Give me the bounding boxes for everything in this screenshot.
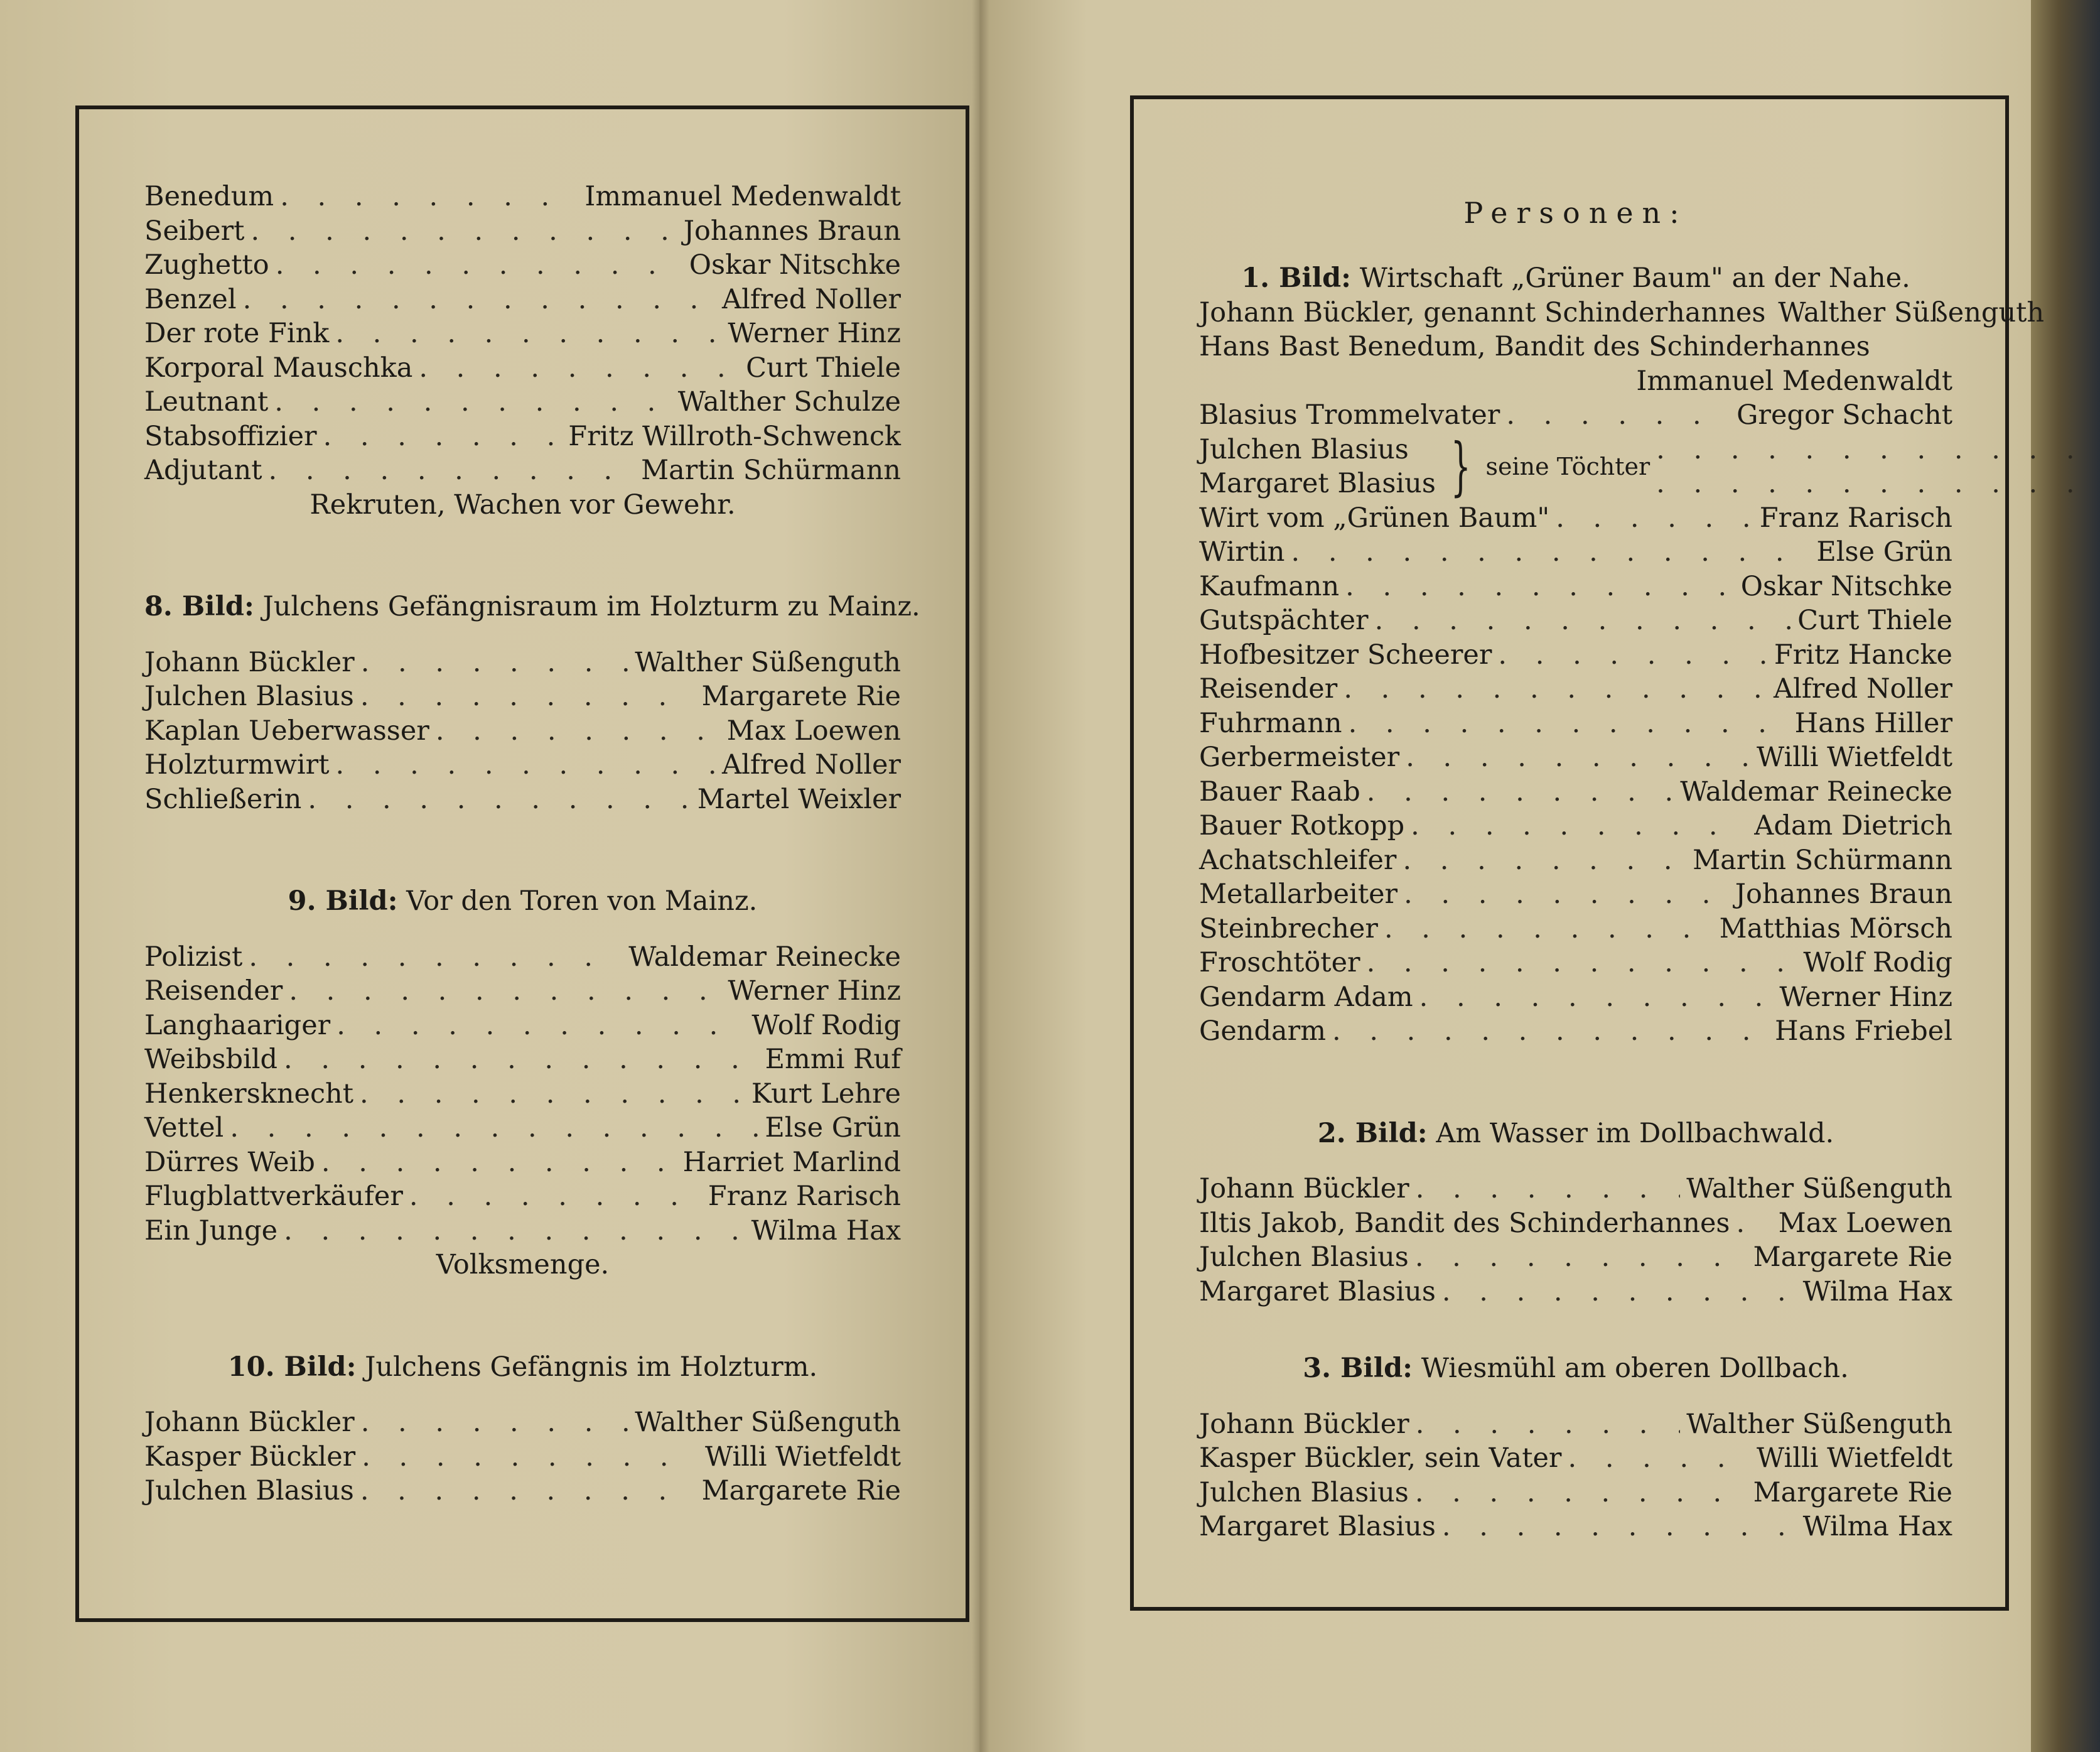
dot-leader — [361, 646, 629, 680]
role-name: Blasius Trommelvater — [1199, 399, 1500, 431]
cast-row — [1199, 1206, 1952, 1241]
scene8-cast — [144, 646, 901, 817]
actor-name: Margarete Rie — [701, 681, 901, 712]
cast-row — [144, 1474, 901, 1508]
actor-name: Hans Friebel — [1775, 1015, 1952, 1047]
actor-name: Walther Süßenguth — [635, 646, 901, 678]
dot-leader — [280, 180, 578, 214]
group-note: seine Töchter — [1485, 452, 1650, 480]
role-name: Der rote Fink — [144, 318, 330, 349]
cast-row — [144, 351, 901, 386]
role-name: Julchen Blasius — [144, 1475, 354, 1506]
scene10-heading — [144, 1350, 901, 1385]
scene3-number: 3. Bild: — [1303, 1353, 1413, 1384]
dot-leader — [1442, 1275, 1797, 1309]
role-name: Gerbermeister — [1199, 742, 1400, 773]
cast-row — [1199, 809, 1952, 843]
role-name: Weibsbild — [144, 1044, 278, 1075]
role-name: Wirtin — [1199, 536, 1285, 568]
role-name: Kaufmann — [1199, 570, 1340, 602]
role-name: Johann Bückler — [1199, 1173, 1409, 1204]
dot-leader — [360, 679, 696, 714]
dot-leader — [1384, 912, 1713, 946]
role-name: Kasper Bückler, sein Vater — [1199, 1442, 1562, 1474]
scene1-intro — [1199, 296, 2045, 330]
cast-row — [144, 714, 901, 749]
actor-name: Wilma Hax — [1802, 1511, 1952, 1542]
cast-row — [1199, 603, 1952, 638]
role-name: Julchen Blasius — [1199, 1476, 1409, 1508]
dot-leader — [1411, 809, 1748, 843]
cast-row — [144, 1111, 901, 1145]
cast-row — [144, 940, 901, 975]
actor-name: Max Loewen — [726, 715, 901, 747]
right-cast-list — [1199, 196, 2045, 1544]
role-name: Julchen Blasius — [144, 681, 354, 712]
daughters-group — [1199, 430, 1952, 503]
dot-leader — [1656, 433, 2100, 467]
actor-name: Fritz Willroth-Schwenck — [568, 420, 901, 452]
actor-name: Margarete Rie — [1753, 1241, 1952, 1273]
role-name: Gutspächter — [1199, 605, 1369, 636]
scene3-cast — [1199, 1407, 1952, 1544]
actor-name: Else Grün — [765, 1112, 901, 1144]
book-edge — [2031, 0, 2100, 1752]
actor-name: Alfred Noller — [722, 283, 901, 315]
dot-leader — [243, 283, 716, 317]
role-name: Henkersknecht — [144, 1078, 354, 1110]
actor-name: Werner Hinz — [1779, 981, 1952, 1013]
role-name: Adjutant — [144, 455, 262, 486]
cast-row — [144, 679, 901, 714]
dot-leader — [269, 453, 635, 488]
scene3-heading — [1199, 1351, 1952, 1386]
cast-row — [144, 283, 901, 317]
dot-leader — [436, 714, 721, 749]
scene9-cast — [144, 940, 901, 1248]
role-name: Gendarm — [1199, 1015, 1326, 1047]
scene2-heading — [1199, 1117, 1952, 1151]
cast-row — [144, 974, 901, 1008]
cast-row — [1199, 740, 1952, 775]
cast-row — [1199, 946, 1952, 980]
scene1-cast-a — [1199, 398, 1952, 433]
dot-leader — [409, 1179, 702, 1214]
role-name: Bauer Raab — [1199, 776, 1360, 808]
role-name: Achatschleifer — [1199, 844, 1397, 876]
dot-leader — [1416, 1407, 1681, 1442]
role-name: Margaret Blasius — [1199, 1275, 1436, 1307]
cast-row — [144, 180, 901, 214]
cast-row — [1199, 1407, 1952, 1442]
cast-row — [144, 1179, 901, 1214]
scene9-number: 9. Bild: — [288, 885, 398, 917]
scene8-heading — [144, 590, 920, 624]
dot-leader — [337, 1008, 745, 1043]
actor-name: Willi Wietfeldt — [1757, 1442, 1952, 1474]
scene1-number: 1. Bild: — [1241, 262, 1352, 294]
dot-leader — [1656, 467, 2100, 501]
cast-row — [1199, 1441, 1952, 1476]
cast-row — [1199, 980, 1952, 1015]
actor-name: Walther Schulze — [677, 386, 901, 418]
role-name: Froschtöter — [1199, 947, 1360, 978]
actor-name: Curt Thiele — [1797, 605, 1952, 636]
actor-name: Alfred Noller — [1774, 673, 1952, 705]
actor-name: Oskar Nitschke — [1740, 570, 1952, 602]
dot-leader — [1375, 603, 1792, 638]
cast-row — [1199, 877, 1952, 912]
cast-row — [1199, 1240, 1952, 1275]
cast-row — [144, 248, 901, 283]
dot-leader — [1498, 638, 1767, 673]
scene10-title: Julchens Gefängnis im Holzturm. — [365, 1351, 818, 1383]
dot-leader — [360, 1474, 696, 1508]
role-name: Julchen Blasius — [1199, 1241, 1409, 1273]
role-name: Wirt vom „Grünen Baum" — [1199, 502, 1550, 534]
dot-leader — [1419, 980, 1774, 1015]
actor-name: Kurt Lehre — [751, 1078, 901, 1110]
role-name: Margaret Blasius — [1199, 1511, 1436, 1542]
cast-row — [1199, 1510, 1952, 1544]
actor-name: Walther Süßenguth — [1778, 296, 2045, 328]
actor-name: Johannes Braun — [683, 215, 901, 247]
actor-name: Wolf Rodig — [1803, 947, 1952, 978]
cast-row — [1199, 570, 1952, 604]
role-name: Johann Bückler, genannt Schinderhannes — [1199, 296, 1766, 328]
cast-row — [1199, 1476, 1952, 1510]
actor-name: Johannes Braun — [1735, 879, 1952, 910]
dot-leader — [249, 940, 622, 975]
cast-row — [1199, 912, 1952, 946]
scene7-extras: Rekruten, Wachen vor Gewehr. — [310, 489, 736, 521]
dot-leader — [284, 1214, 745, 1248]
actor-name: Hans Hiller — [1794, 707, 1952, 739]
cast-row — [144, 1008, 901, 1043]
scene1-cast-b — [1199, 501, 1952, 1049]
actor-name: Wilma Hax — [1802, 1275, 1952, 1307]
dot-leader — [1291, 535, 1810, 570]
cast-row — [144, 1214, 901, 1248]
dot-leader — [250, 214, 677, 249]
cast-row — [1199, 535, 1952, 570]
cast-row — [1199, 638, 1952, 673]
actor-name: Walther Süßenguth — [1686, 1408, 1952, 1440]
role-name: Steinbrecher — [1199, 912, 1378, 944]
group-name: Margaret Blasius — [1199, 468, 1436, 499]
dot-leader — [1404, 877, 1729, 912]
role-name: Benzel — [144, 283, 237, 315]
actor-name: Willi Wietfeldt — [705, 1441, 901, 1473]
role-name: Flugblattverkäufer — [144, 1181, 403, 1212]
cast-row — [144, 1077, 901, 1111]
actor-name: Martel Weixler — [697, 783, 901, 815]
cast-row — [1199, 1275, 1952, 1309]
dot-leader — [336, 748, 716, 782]
cast-row — [1199, 398, 1952, 433]
scene7-cast — [144, 180, 901, 488]
cast-row — [144, 748, 901, 782]
book-gutter — [972, 0, 989, 1752]
cast-row — [144, 419, 901, 454]
dot-leader — [361, 1405, 629, 1440]
role-name: Benedum — [144, 181, 274, 212]
actor-name: Willi Wietfeldt — [1757, 742, 1952, 773]
actor-name: Wolf Rodig — [751, 1009, 901, 1041]
cast-row — [144, 316, 901, 351]
actor-name: Alfred Noller — [722, 749, 901, 781]
role-name: Fuhrmann — [1199, 707, 1342, 739]
dot-leader — [276, 248, 683, 283]
dot-leader — [1556, 501, 1753, 536]
role-name: Langhaariger — [144, 1009, 331, 1041]
role-name: Ein Junge — [144, 1214, 278, 1246]
cast-row — [144, 385, 901, 419]
dot-leader — [1349, 706, 1789, 741]
actor-name: Matthias Mörsch — [1719, 912, 1952, 944]
scene1-long-actor: Immanuel Medenwaldt — [1636, 365, 1952, 397]
role-name: Iltis Jakob, Bandit des Schinderhannes — [1199, 1207, 1730, 1239]
cast-row — [144, 453, 901, 488]
scene2-title: Am Wasser im Dollbachwald. — [1436, 1117, 1834, 1149]
role-name: Gendarm Adam — [1199, 981, 1413, 1013]
scene10-number: 10. Bild: — [227, 1351, 357, 1383]
dot-leader — [360, 1077, 745, 1111]
dot-leader — [335, 316, 721, 351]
cast-row — [1199, 706, 1952, 741]
scene8-number: 8. Bild: — [144, 591, 254, 622]
actor-name: Else Grün — [1816, 536, 1952, 568]
page-title: Personen: — [1463, 196, 1688, 230]
scene9-heading — [144, 884, 901, 919]
dot-leader — [308, 782, 691, 817]
cast-row — [144, 1145, 901, 1180]
dot-leader — [1367, 775, 1674, 809]
dot-leader — [1406, 740, 1750, 775]
role-name: Johann Bückler — [1199, 1408, 1409, 1440]
dot-leader — [274, 385, 671, 419]
actor-name: Immanuel Medenwaldt — [584, 181, 901, 212]
scene3-title: Wiesmühl am oberen Dollbach. — [1421, 1353, 1849, 1384]
cast-row — [144, 214, 901, 249]
role-name: Polizist — [144, 941, 243, 973]
left-cast-list — [144, 180, 920, 1508]
scene9-title: Vor den Toren von Mainz. — [406, 885, 758, 917]
role-name: Johann Bückler — [144, 1407, 355, 1438]
scene2-cast — [1199, 1172, 1952, 1309]
actor-name: Martin Schürmann — [641, 455, 901, 486]
dot-leader — [1442, 1510, 1797, 1544]
role-name: Leutnant — [144, 386, 269, 418]
cast-row — [1199, 843, 1952, 878]
actor-name: Walther Süßenguth — [635, 1407, 901, 1438]
dot-leader — [419, 351, 740, 386]
dot-leader — [323, 419, 563, 454]
cast-row — [144, 1440, 901, 1474]
dot-leader — [284, 1042, 759, 1077]
role-name: Zughetto — [144, 249, 269, 281]
cast-row — [1199, 775, 1952, 809]
dot-leader — [1343, 672, 1767, 706]
role-name: Kaplan Ueberwasser — [144, 715, 429, 747]
dot-leader — [321, 1145, 677, 1180]
role-name: Stabsoffizier — [144, 420, 317, 452]
actor-name: Margarete Rie — [1753, 1476, 1952, 1508]
dot-leader — [1416, 1172, 1681, 1206]
role-name: Korporal Mauschka — [144, 352, 413, 384]
role-name: Holzturmwirt — [144, 749, 330, 781]
dot-leader — [1506, 398, 1730, 433]
cast-row — [1199, 296, 2045, 330]
scene1-title: Wirtschaft „Grüner Baum" an der Nahe. — [1359, 262, 1910, 294]
role-name: Johann Bückler — [144, 646, 355, 678]
dot-leader — [1415, 1240, 1747, 1275]
role-name: Kasper Bückler — [144, 1441, 356, 1473]
role-name: Metallarbeiter — [1199, 879, 1398, 910]
role-name: Seibert — [144, 215, 245, 247]
actor-name: Gregor Schacht — [1737, 399, 1952, 431]
actor-name: Franz Rarisch — [708, 1181, 901, 1212]
actor-name: Wilma Hax — [751, 1214, 901, 1246]
actor-name: Werner Hinz — [728, 975, 901, 1007]
dot-leader — [289, 974, 721, 1008]
role-name: Reisender — [144, 975, 283, 1007]
cast-row — [144, 646, 901, 680]
actor-name: Adam Dietrich — [1754, 810, 1952, 841]
scene8-title: Julchens Gefängnisraum im Holzturm zu Mainz. — [262, 591, 920, 622]
cast-row — [1199, 1014, 1952, 1049]
scene1-long-role: Hans Bast Benedum, Bandit des Schinderhannes — [1199, 331, 1870, 362]
actor-name: Fritz Hancke — [1774, 639, 1952, 671]
scene9-extras: Volksmenge. — [436, 1249, 610, 1280]
actor-name: Franz Rarisch — [1759, 502, 1952, 534]
role-name: Reisender — [1199, 673, 1338, 705]
dot-leader — [1415, 1476, 1747, 1510]
group-name: Julchen Blasius — [1199, 433, 1409, 465]
role-name: Schließerin — [144, 783, 302, 815]
role-name: Dürres Weib — [144, 1146, 315, 1178]
actor-name: Curt Thiele — [746, 352, 901, 384]
cast-row — [1199, 672, 1952, 706]
dot-leader — [1403, 843, 1686, 878]
cast-row — [1199, 1172, 1952, 1206]
dot-leader — [1332, 1014, 1769, 1049]
actor-name: Margarete Rie — [701, 1475, 901, 1506]
actor-name: Harriet Marlind — [682, 1146, 901, 1178]
actor-name: Walther Süßenguth — [1686, 1173, 1952, 1204]
actor-name: Werner Hinz — [728, 318, 901, 349]
cast-row — [144, 1405, 901, 1440]
cast-row — [144, 1042, 901, 1077]
actor-name: Martin Schürmann — [1693, 844, 1952, 876]
scene2-number: 2. Bild: — [1317, 1117, 1428, 1149]
role-name: Hofbesitzer Scheerer — [1199, 639, 1492, 671]
cast-row — [144, 782, 901, 817]
brace-symbol: } — [1450, 430, 1471, 503]
scene10-cast — [144, 1405, 901, 1508]
actor-name: Emmi Ruf — [765, 1044, 901, 1075]
role-name: Vettel — [144, 1112, 224, 1144]
actor-name: Waldemar Reinecke — [1680, 776, 1952, 808]
role-name: Bauer Rotkopp — [1199, 810, 1405, 841]
actor-name: Waldemar Reinecke — [628, 941, 901, 973]
dot-leader — [1367, 946, 1797, 980]
dot-leader — [1737, 1206, 1772, 1241]
actor-name: Oskar Nitschke — [689, 249, 901, 281]
dot-leader — [1345, 570, 1735, 604]
actor-name: Max Loewen — [1778, 1207, 1952, 1239]
scene1-heading — [1199, 261, 1952, 296]
cast-row — [1199, 501, 1952, 536]
dot-leader — [230, 1111, 758, 1145]
dot-leader — [362, 1440, 699, 1474]
dot-leader — [1568, 1441, 1750, 1476]
